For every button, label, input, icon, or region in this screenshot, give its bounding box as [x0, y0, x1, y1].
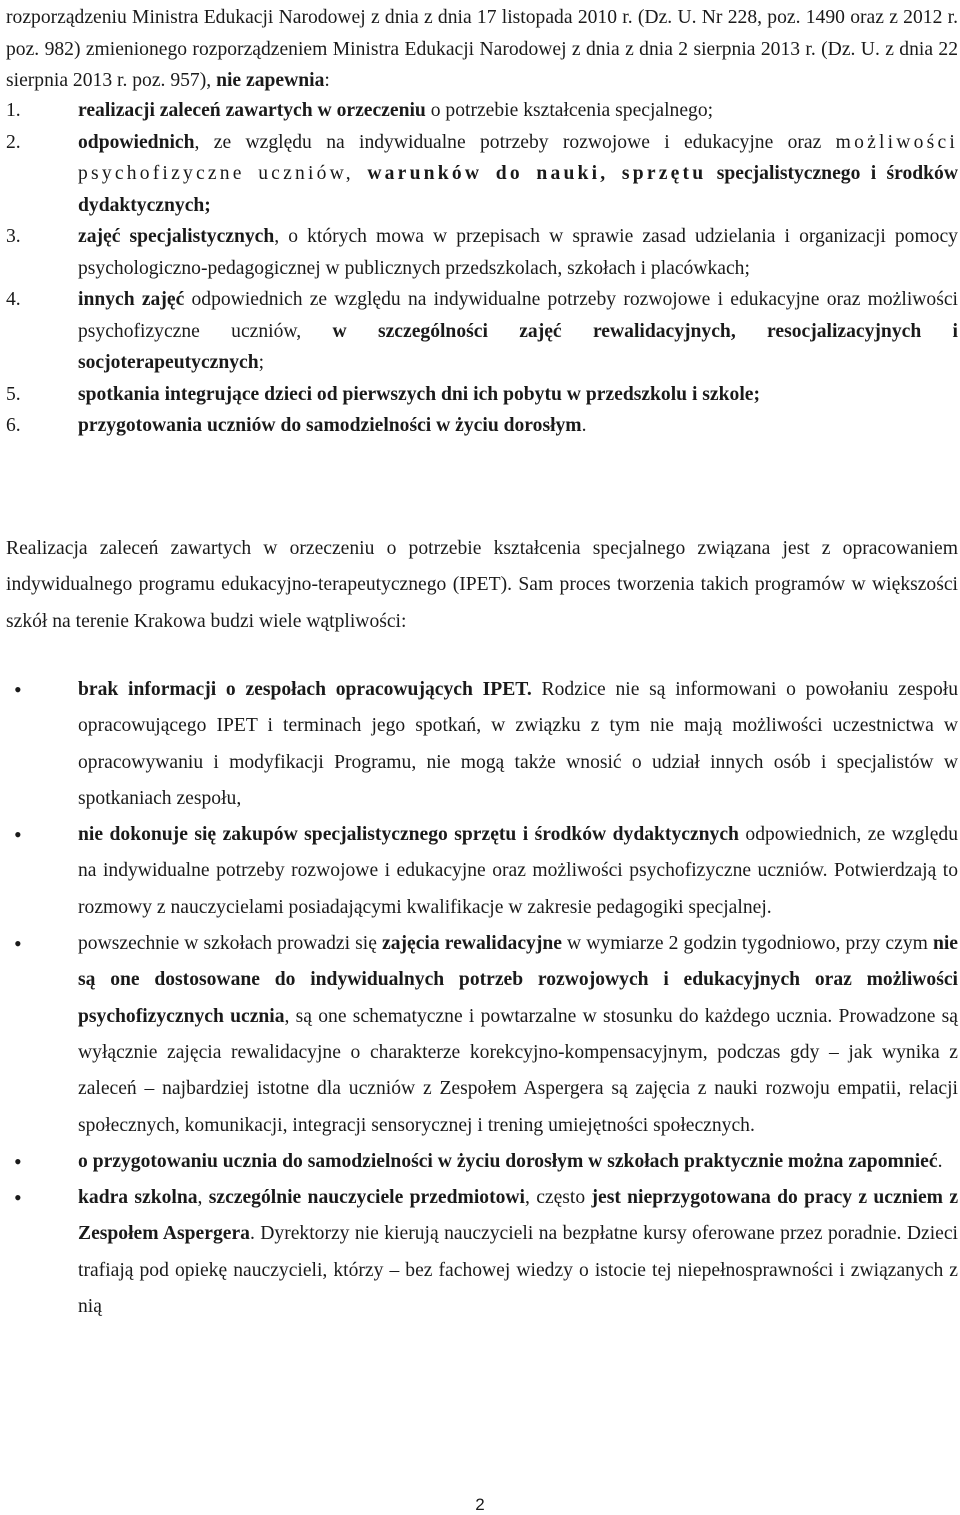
bullet-item: [6, 926, 958, 1144]
list-item: [6, 284, 958, 379]
bullet-text: , są one schematyczne i powtarzalne w stosunku do każdego ucznia. Prowadzone są wyłącznie zajęcia rewalidacyjne o charakterze korekcyjno-kompensacyjnym, podczas gdy – jak wynika z zaleceń – najbardziej istotne dla uczniów z Zespołem Aspergera są zajęcia z nauki rozwoju empatii, relacji społecznych, komunikacji, integracji sensorycznej i trening umiejętności społecznych.: [78, 1005, 958, 1136]
bullet-text: powszechnie w szkołach prowadzi się: [78, 933, 383, 955]
bullet-bold: szczególnie nauczyciele przedmiotowi: [208, 1187, 525, 1209]
list-item-spaced: możliwości psychofizyczne uczniów,: [78, 131, 958, 184]
bullet-text: ,: [197, 1187, 209, 1209]
list-item-bold: warunków do nauki, sprzętu: [353, 163, 707, 184]
intro-text: rozporządzeniu Ministra Edukacji Narodowej z dnia z dnia 17 listopada 2010 r. (Dz. U. Nr 228, poz. 1490 oraz z 2012 r. poz. 982) zmienionego rozporządzeniem Ministra Edukacji Narodowej z dnia z dnia 2 sierpnia 2013 r. (Dz. U. z dnia 22 sierpnia 2013 r. poz. 957),: [6, 7, 958, 91]
list-item-bold: w szczególności zajęć rewalidacyjnych, resocjalizacyjnych i socjoterapeutycznych: [78, 320, 958, 373]
list-item: [6, 95, 958, 127]
bullet-icon: •: [14, 931, 22, 957]
list-number: 1.: [6, 100, 21, 121]
intro-paragraph: [6, 2, 958, 97]
list-item-bold: innych zajęć: [78, 289, 185, 310]
bullet-text: .: [937, 1150, 943, 1172]
page-number: 2: [475, 1495, 485, 1514]
bullet-icon: •: [14, 822, 22, 848]
list-item-bold: przygotowania uczniów do samodzielności w życiu dorosłym: [78, 415, 582, 436]
bullet-bold: nie są one dostosowane do indywidualnych potrzeb rozwojowych i edukacyjnych oraz możliwości psychofizycznych ucznia: [78, 933, 959, 1027]
list-item-bold: spotkania integrujące dzieci od pierwszych dni ich pobytu w przedszkolu i szkole;: [78, 383, 760, 405]
list-item: [6, 379, 958, 411]
list-number: 6.: [6, 415, 21, 436]
bullet-icon: •: [14, 1148, 22, 1174]
bullet-bold: kadra szkolna: [78, 1187, 198, 1209]
bullet-text: w wymiarze 2 godzin tygodniowo, przy czym: [561, 933, 933, 955]
bullet-text: , często: [525, 1187, 592, 1209]
bullet-text: Rodzice nie są informowani o powołaniu zespołu opracowującego IPET i terminach jego spotkań, w związku z tym nie mają możliwości uczestnictwa w opracowywaniu i modyfikacji Programu, nie mogą także wnosić o udział innych osób i specjalistów w spotkaniach zespołu,: [78, 679, 958, 809]
list-number: 4.: [6, 289, 21, 310]
list-number: 2.: [6, 131, 21, 153]
bullet-bold: zajęcia rewalidacyjne: [382, 933, 562, 955]
list-item: [6, 221, 958, 284]
bullet-item: [6, 1144, 958, 1180]
list-item-bold: realizacji zaleceń zawartych w orzeczeniu: [78, 100, 426, 121]
list-item-bold: odpowiednich: [78, 131, 195, 153]
list-item-bold: zajęć specjalistycznych: [78, 226, 275, 247]
intro-bold: nie zapewnia: [216, 70, 325, 91]
bullet-item: [6, 817, 958, 926]
list-item-text: , o których mowa w przepisach w sprawie zasad udzielania i organizacji pomocy psychologiczno-pedagogicznej w publicznych przedszkolach, szkołach i placówkach;: [78, 226, 958, 279]
bullet-icon: •: [14, 1185, 22, 1211]
list-item-text: , ze względu na indywidualne potrzeby rozwojowe i edukacyjne oraz: [194, 131, 836, 153]
bullet-icon: •: [14, 677, 22, 702]
bullet-list: [6, 672, 958, 1325]
intro-tail: :: [324, 70, 330, 91]
list-item-text: o potrzebie kształcenia specjalnego;: [425, 100, 714, 121]
bullet-bold: nie dokonuje się zakupów specjalistycznego sprzętu i środków dydaktycznych: [78, 824, 739, 846]
list-number: 5.: [6, 383, 21, 405]
bullet-bold: o przygotowaniu ucznia do samodzielności w życiu dorosłym w szkołach praktycznie można zapomnieć: [78, 1150, 938, 1172]
bullet-bold: jest nieprzygotowana do pracy z uczniem z Zespołem Aspergera: [78, 1187, 959, 1245]
body-paragraph: Realizacja zaleceń zawartych w orzeczeniu o potrzebie kształcenia specjalnego związana jest z opracowaniem indywidualnego programu edukacyjno-terapeutycznego (IPET). Sam proces tworzenia takich programów w większości szkół na terenie Krakowa budzi wiele wątpliwości:: [6, 538, 958, 632]
list-number: 3.: [6, 226, 21, 247]
bullet-text: . Dyrektorzy nie kierują nauczycieli na bezpłatne kursy oferowane przez poradnie. Dzieci trafiają pod opiekę nauczycieli, którzy – bez fachowej wiedzy o istocie tej niepełnosprawności i związanych z nią: [78, 1223, 958, 1318]
numbered-list: [6, 95, 958, 442]
list-item: [6, 410, 958, 442]
list-item: [6, 127, 958, 222]
bullet-text: odpowiednich, ze względu na indywidualne potrzeby rozwojowe i edukacyjne oraz możliwości psychofizyczne uczniów. Potwierdzają to rozmowy z nauczycielami posiadającymi kwalifikacje w zakresie pedagogiki specjalnej.: [78, 824, 959, 918]
list-item-tail: .: [581, 415, 587, 436]
bullet-item: [6, 1180, 958, 1325]
list-item-text: odpowiednich ze względu na indywidualne potrzeby rozwojowe i edukacyjne oraz możliwości psychofizyczne uczniów,: [78, 289, 958, 342]
list-item-bold: specjalistycznego i środków dydaktycznych;: [78, 163, 958, 216]
list-item-tail: ;: [258, 352, 265, 373]
bullet-item: [6, 672, 958, 817]
bullet-bold: brak informacji o zespołach opracowujących IPET.: [78, 679, 532, 700]
